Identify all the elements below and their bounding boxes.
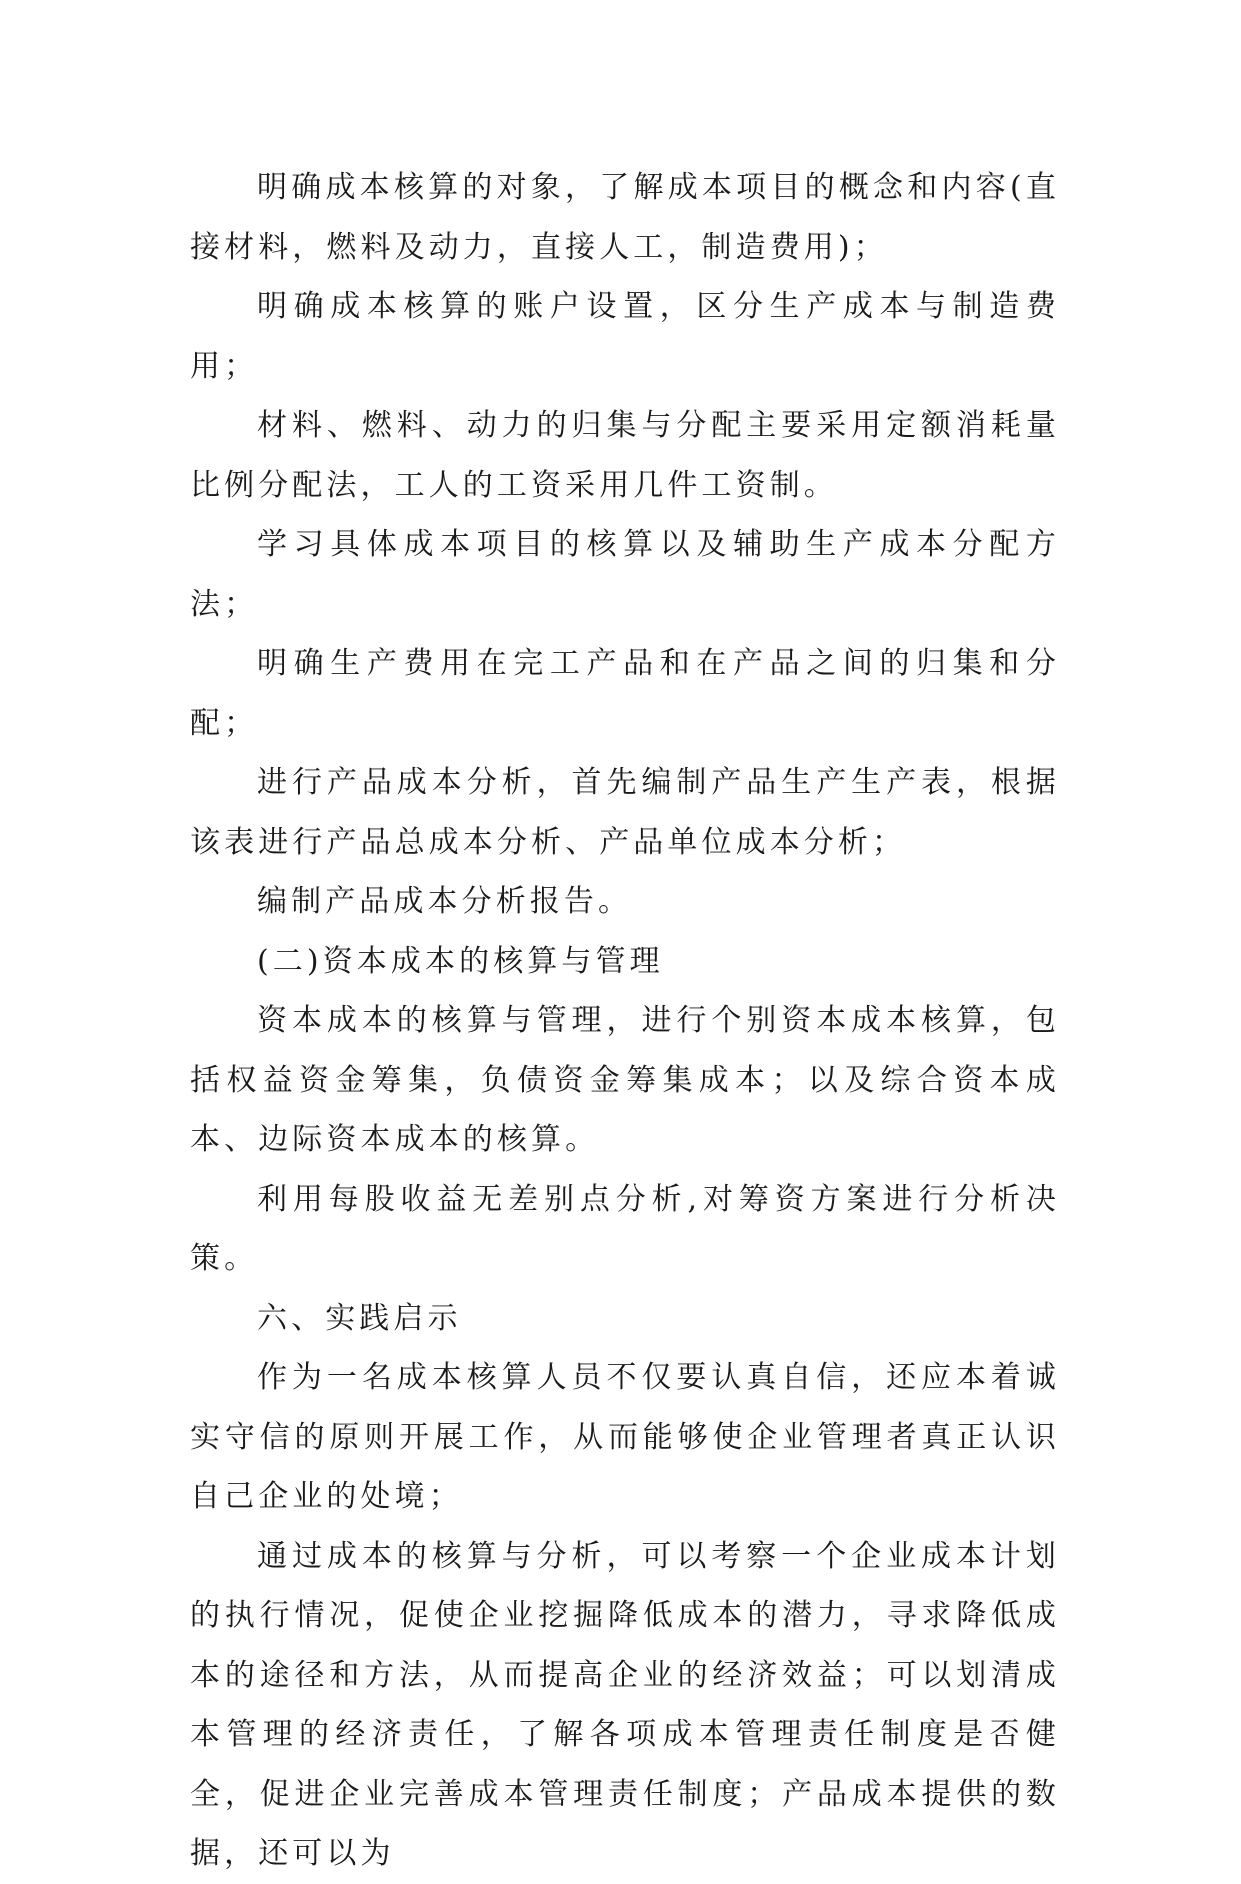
paragraph: 学习具体成本项目的核算以及辅助生产成本分配方法； [190,527,1060,622]
paragraph: 资本成本的核算与管理，进行个别资本成本核算，包括权益资金筹集，负债资金筹集成本；以及综合资本成本、边际资本成本的核算。 [190,1003,1060,1157]
paragraph: 编制产品成本分析报告。 [257,884,633,919]
paragraph: 明确成本核算的对象，了解成本项目的概念和内容(直接材料，燃料及动力，直接人工，制造费用)； [190,170,1060,265]
paragraph: 利用每股收益无差别点分析,对筹资方案进行分析决策。 [190,1181,1060,1276]
paragraph: 进行产品成本分析，首先编制产品生产生产表，根据该表进行产品总成本分析、产品单位成本分析； [190,765,1060,860]
paragraph: 通过成本的核算与分析，可以考察一个企业成本计划的执行情况，促使企业挖掘降低成本的潜力，寻求降低成本的途径和方法，从而提高企业的经济效益；可以划清成本管理的经济责任，了解各项成本管理责任制度是否健全，促进企业完善成本管理责任制度；产品成本提供的数据，还可以为 [190,1538,1060,1871]
paragraph: 作为一名成本核算人员不仅要认真自信，还应本着诚实守信的原则开展工作，从而能够使企业管理者真正认识自己企业的处境； [190,1360,1060,1514]
paragraph: 明确成本核算的账户设置，区分生产成本与制造费用； [190,289,1060,384]
document-body [190,158,1060,1884]
paragraph: 材料、燃料、动力的归集与分配主要采用定额消耗量比例分配法，工人的工资采用几件工资制。 [190,408,1060,503]
section-heading: 六、实践启示 [257,1300,462,1336]
paragraph: 明确生产费用在完工产品和在产品之间的归集和分配； [190,646,1060,741]
section-heading: (二)资本成本的核算与管理 [257,943,664,979]
